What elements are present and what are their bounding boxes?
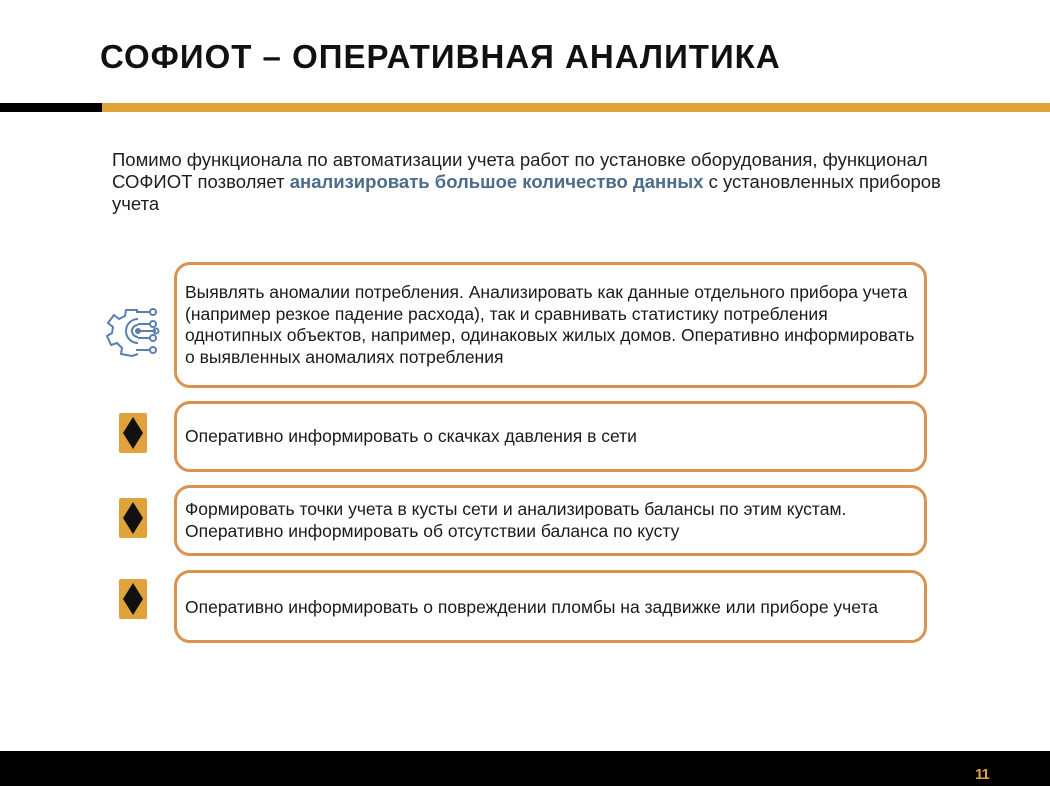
feature-card-seal	[174, 570, 927, 643]
intro-highlight: анализировать большое количество данных	[289, 171, 704, 192]
slide-title: СОФИОТ – ОПЕРАТИВНАЯ АНАЛИТИКА	[100, 38, 781, 75]
feature-card-pressure	[174, 401, 927, 472]
gear-circuit-icon	[104, 302, 160, 358]
intro-paragraph	[112, 149, 942, 215]
diamond-bullet-icon	[119, 579, 147, 619]
page-number: 11	[975, 766, 989, 783]
diamond-bullet-icon	[119, 498, 147, 538]
feature-card-text: Оперативно информировать о повреждении пломбы на задвижке или приборе учета	[185, 596, 878, 617]
feature-card-balance	[174, 485, 927, 556]
feature-card-text: Формировать точки учета в кусты сети и анализировать балансы по этим кустам. Оперативно информировать об отсутствии баланса по кусту	[185, 499, 847, 541]
feature-card-text: Выявлять аномалии потребления. Анализировать как данные отдельного прибора учета (например резкое падение расхода), так и сравнивать статистику потребления однотипных объектов, например, одинаковых жилых домов. Оперативно информировать о выявленных аномалиях потребления	[185, 282, 915, 367]
footer-bar	[0, 751, 1050, 786]
diamond-bullet-icon	[119, 413, 147, 453]
feature-card-anomalies	[174, 262, 927, 388]
intro-text-end: с установленных приборов учета	[112, 171, 941, 214]
title-underline-gold	[102, 103, 1050, 112]
intro-text-start: Помимо функционала по автоматизации учета работ по установке оборудования, функционал СОФИОТ позволяет	[112, 149, 928, 192]
feature-card-text: Оперативно информировать о скачках давления в сети	[185, 425, 637, 446]
title-underline-black	[0, 103, 102, 112]
